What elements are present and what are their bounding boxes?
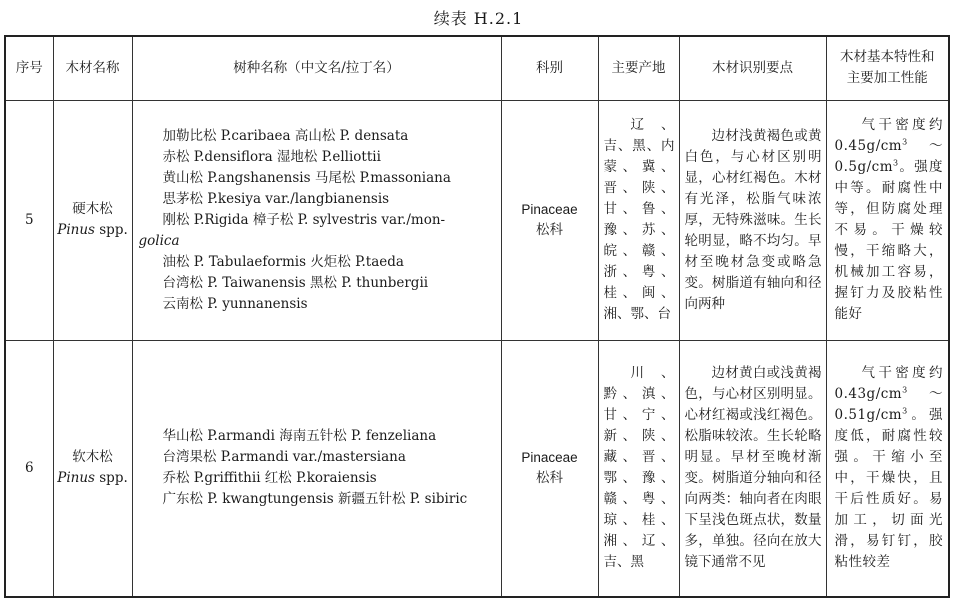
- species-line: 加勒比松 P.caribaea 高山松 P. densata: [162, 127, 409, 144]
- family-cn: 松科: [536, 470, 563, 487]
- wood-species-table: [4, 35, 950, 598]
- family-cn: 松科: [536, 222, 563, 238]
- row-wood-name: [53, 100, 132, 340]
- table-row: [5, 100, 949, 340]
- row-species-list: [132, 100, 501, 340]
- row-identification: 边材黄白或浅黄褐色，与心材区别明显。心材红褐或浅红褐色。松脂味较浓。生长轮略明显。早材至晚材渐变。树脂道分轴向和径向两类：轴向者在肉眼下呈浅色斑点状，数量多，单独。径向在放大镜下通常不见: [679, 340, 826, 597]
- header-origin: 主要产地: [598, 36, 679, 100]
- row-properties: 气干密度约$0.45g/cm^3$ ～ $0.5g/cm^3$。强度中等。耐腐性中等，但防腐处理不易。干燥较慢，干缩略大，机械加工容易，握钉力及胶粘性能好: [826, 100, 949, 340]
- species-line: 油松 P. Tabulaeformis 火炬松 P.taeda: [162, 253, 404, 270]
- header-identification: 木材识别要点: [679, 36, 826, 100]
- header-properties-line2: 主要加工性能: [846, 70, 928, 87]
- header-family: 科别: [501, 36, 598, 100]
- wood-name-latin: Pinus spp.: [57, 470, 128, 487]
- row-species-list: [132, 340, 501, 597]
- species-line: 黄山松 P.angshanensis 马尾松 P.massoniana: [162, 169, 451, 186]
- table-row: [5, 340, 949, 597]
- header-index: 序号: [5, 36, 53, 100]
- row-identification: 边材浅黄褐色或黄白色，与心材区别明显，心材红褐色。木材有光泽，松脂气味浓厚，无特殊滋味。生长轮明显，略不均匀。早材至晚材急变或略急变。树脂道有轴向和径向两种: [679, 100, 826, 340]
- header-wood-name: 木材名称: [53, 36, 132, 100]
- species-line: 华山松 P.armandi 海南五针松 P. fenzeliana: [162, 428, 437, 445]
- family-latin: Pinaceae: [521, 202, 578, 217]
- species-line: 赤松 P.densiflora 湿地松 P.elliottii: [162, 148, 381, 165]
- table-title: 续表 H.2.1: [433, 9, 524, 28]
- species-line: 刚松 P.Rigida 樟子松 P. sylvestris var./mon-: [162, 211, 446, 228]
- row-index: 6: [5, 340, 53, 597]
- header-properties: [826, 36, 949, 100]
- wood-name-cn: 硬木松: [72, 201, 113, 217]
- header-properties-line1: 木材基本特性和: [840, 49, 935, 66]
- row-origin: 辽、吉、黑、内蒙、冀、晋、陕、甘、鲁、豫、苏、皖、赣、浙、粤、桂、闽、湘、鄂、台: [598, 100, 679, 340]
- wood-name-cn: 软木松: [72, 449, 113, 466]
- row-properties: 气干密度约$0.43g/cm^3$ ～ $0.51g/cm^3$。强度低，耐腐性较强。干缩小至中，干燥快，且干后性质好。易加工，切面光滑，易钉钉，胶粘性较差: [826, 340, 949, 597]
- species-line: 云南松 P. yunnanensis: [162, 295, 308, 312]
- row-family: [501, 100, 598, 340]
- species-line: golica: [138, 232, 180, 249]
- species-line: 乔松 P.griffithii 红松 P.koraiensis: [162, 470, 377, 487]
- header-row: [5, 36, 949, 100]
- species-line: 台湾松 P. Taiwanensis 黑松 P. thunbergii: [162, 274, 429, 291]
- header-species-name: 树种名称（中文名/拉丁名）: [132, 36, 501, 100]
- species-line: 广东松 P. kwangtungensis 新疆五针松 P. sibiric: [162, 491, 468, 508]
- family-latin: Pinaceae: [521, 450, 578, 466]
- row-family: [501, 340, 598, 597]
- wood-name-latin: Pinus spp.: [57, 222, 128, 238]
- species-line: 台湾果松 P.armandi var./mastersiana: [162, 449, 406, 466]
- row-index: 5: [5, 100, 53, 340]
- row-origin: 川、黔、滇、甘、宁、新、陕、藏、晋、鄂、豫、赣、粤、琼、桂、湘、辽、吉、黑: [598, 340, 679, 597]
- row-wood-name: [53, 340, 132, 597]
- species-line: 思茅松 P.kesiya var./langbianensis: [162, 190, 390, 207]
